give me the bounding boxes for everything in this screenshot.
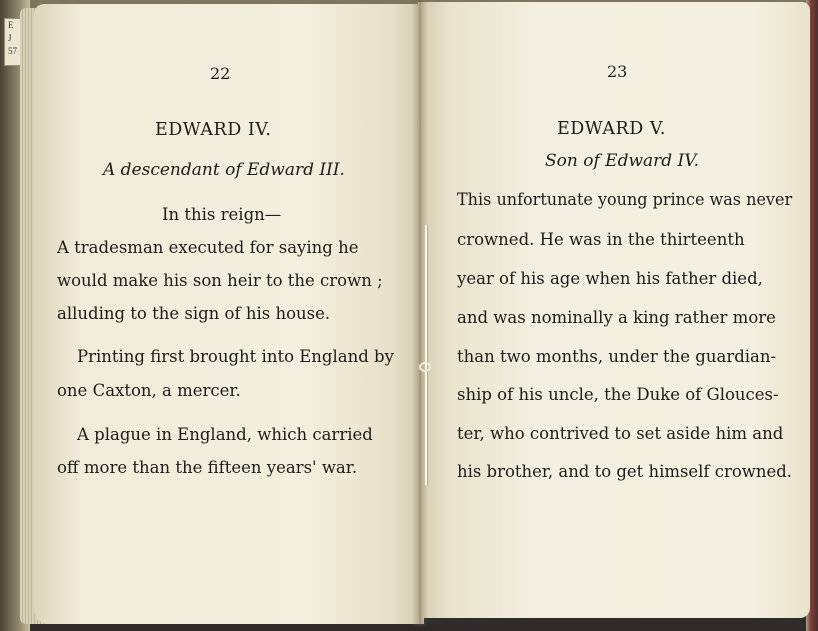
right-page-line: his brother, and to get himself crowned. (457, 462, 793, 481)
right-page-line: ship of his uncle, the Duke of Glouces- (457, 385, 779, 404)
left-page-heading: EDWARD IV. (155, 120, 272, 140)
left-page-line: alluding to the sign of his house. (57, 304, 331, 323)
left-page-line: A plague in England, which carried (77, 425, 373, 444)
right-page-line: This unfortunate young prince was never (457, 190, 793, 209)
spine-label-line: J (8, 33, 12, 43)
right-page-line: ter, who contrived to set aside him and (457, 424, 784, 443)
spine-label-line: 57 (8, 46, 17, 56)
right-page-number: 23 (607, 62, 628, 81)
left-page-number: 22 (210, 64, 231, 83)
right-page-subheading: Son of Edward IV. (545, 151, 699, 171)
spine-label-line: E (8, 20, 14, 30)
left-page-line: Printing first brought into England by (77, 347, 394, 366)
right-page-line: year of his age when his father died, (457, 269, 763, 288)
right-page-line: crowned. He was in the thirteenth (457, 230, 745, 249)
left-page-intro: In this reign— (162, 205, 282, 224)
left-page-line: one Caxton, a mercer. (57, 381, 241, 400)
binding-knot (419, 362, 431, 372)
binding-thread (425, 225, 427, 485)
right-page-heading: EDWARD V. (557, 119, 666, 139)
left-page-line: off more than the fifteen years' war. (57, 458, 358, 477)
left-page-subheading: A descendant of Edward III. (103, 160, 345, 180)
left-page-line: A tradesman executed for saying he (57, 238, 359, 257)
right-page-line: and was nominally a king rather more (457, 308, 776, 327)
right-page-line: than two months, under the guardian- (457, 347, 777, 366)
left-page-line: would make his son heir to the crown ; (57, 271, 383, 290)
